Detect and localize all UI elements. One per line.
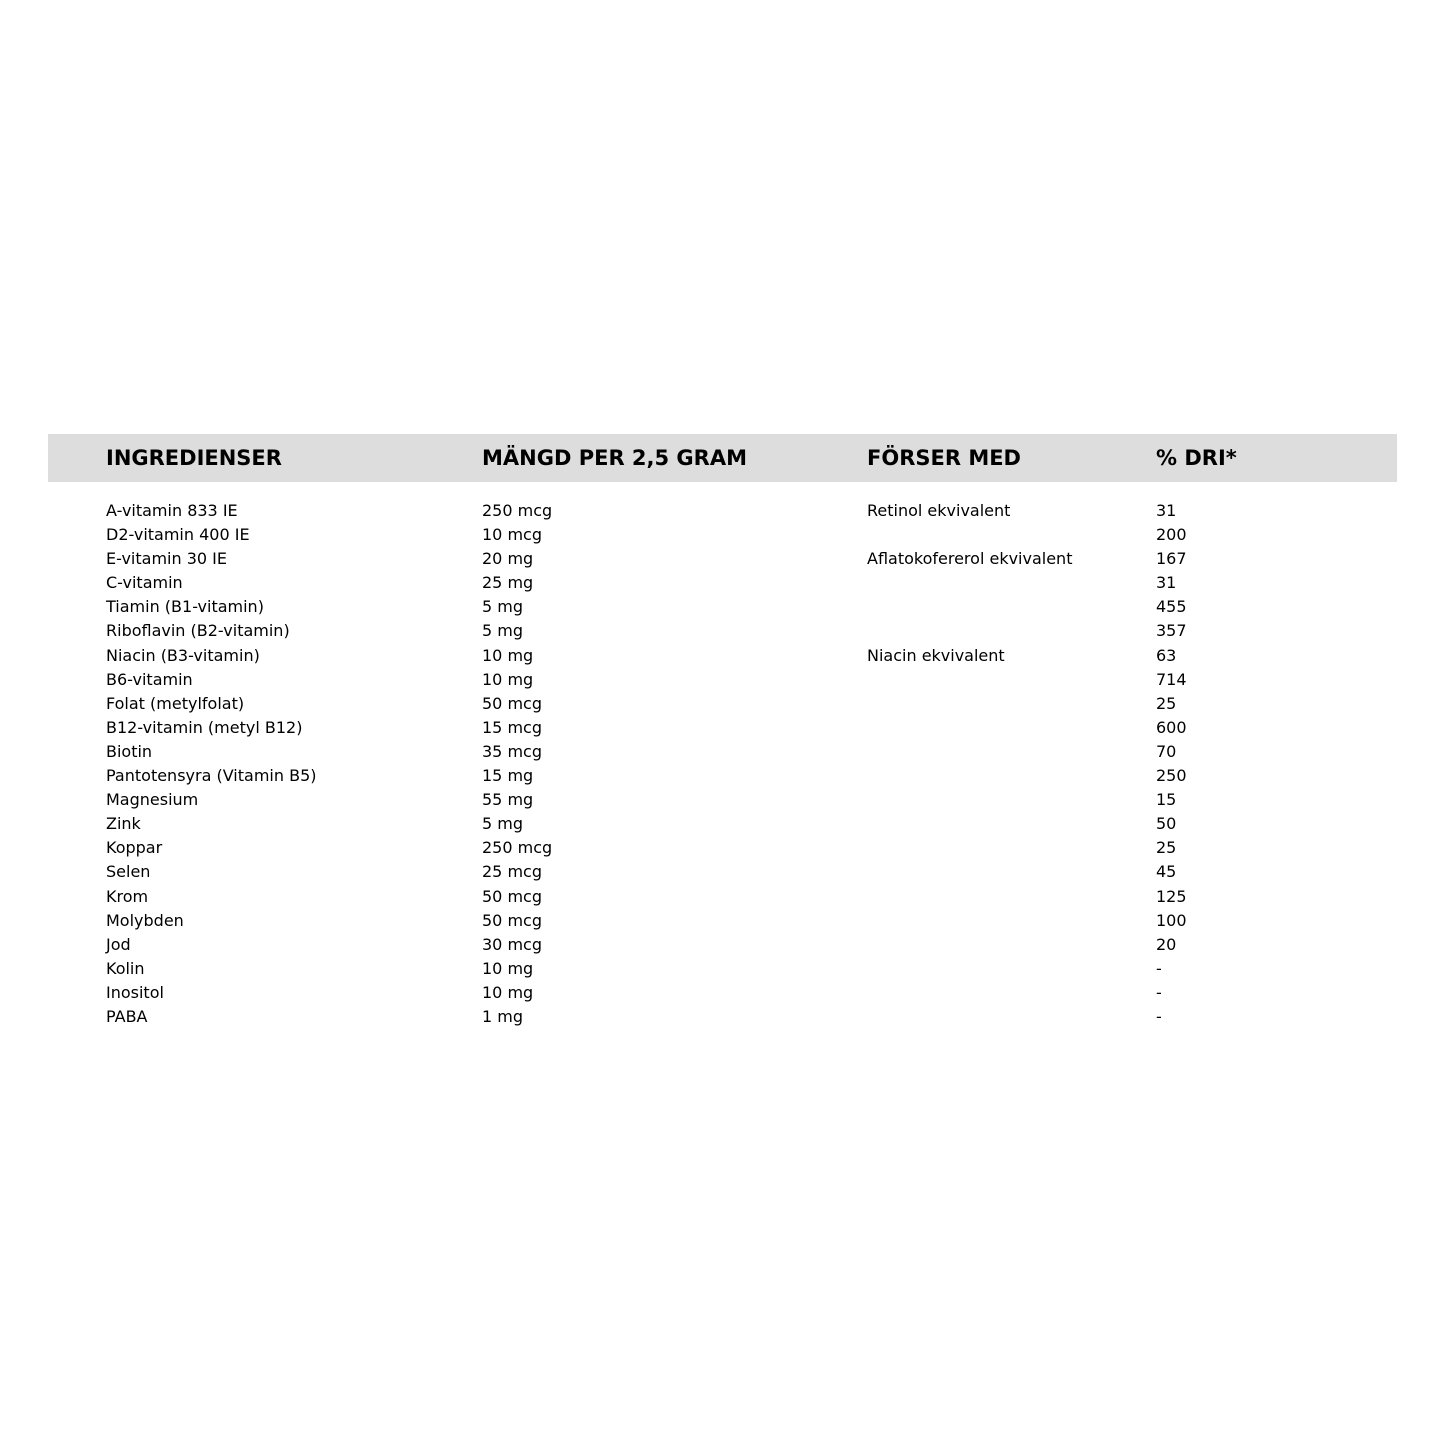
table-row bbox=[0, 619, 1445, 643]
ingredient-cell: Molybden bbox=[106, 910, 184, 930]
amount-cell: 50 mcg bbox=[482, 886, 542, 906]
amount-cell: 50 mcg bbox=[482, 693, 542, 713]
table-row bbox=[0, 788, 1445, 812]
table-row bbox=[0, 595, 1445, 619]
amount-cell: 5 mg bbox=[482, 814, 524, 834]
table-row bbox=[0, 523, 1445, 547]
amount-cell: 10 mg bbox=[482, 669, 534, 689]
ingredient-cell: Magnesium bbox=[106, 790, 199, 810]
ingredient-cell: Pantotensyra (Vitamin B5) bbox=[106, 766, 317, 786]
header-ingredients: INGREDIENSER bbox=[106, 446, 282, 470]
amount-cell: 5 mg bbox=[482, 621, 524, 641]
amount-cell: 10 mcg bbox=[482, 525, 542, 545]
amount-cell: 10 mg bbox=[482, 982, 534, 1002]
dri-cell: 455 bbox=[1156, 597, 1187, 617]
provides-cell: Aflatokofererol ekvivalent bbox=[867, 549, 1073, 569]
table-row bbox=[0, 957, 1445, 981]
dri-cell: 167 bbox=[1156, 549, 1187, 569]
dri-cell: 600 bbox=[1156, 717, 1187, 737]
amount-cell: 10 mg bbox=[482, 958, 534, 978]
amount-cell: 30 mcg bbox=[482, 934, 542, 954]
dri-cell: - bbox=[1156, 958, 1162, 978]
table-row bbox=[0, 571, 1445, 595]
table-row bbox=[0, 885, 1445, 909]
ingredient-cell: Tiamin (B1-vitamin) bbox=[106, 597, 264, 617]
amount-cell: 10 mg bbox=[482, 645, 534, 665]
dri-cell: 45 bbox=[1156, 862, 1177, 882]
dri-cell: 125 bbox=[1156, 886, 1187, 906]
amount-cell: 15 mcg bbox=[482, 717, 542, 737]
ingredient-cell: A-vitamin 833 IE bbox=[106, 501, 238, 520]
dri-cell: 25 bbox=[1156, 838, 1177, 858]
header-provides: FÖRSER MED bbox=[867, 446, 1021, 470]
table-row bbox=[0, 860, 1445, 884]
table-row bbox=[0, 692, 1445, 716]
dri-cell: 20 bbox=[1156, 934, 1177, 954]
ingredient-cell: PABA bbox=[106, 1006, 148, 1026]
amount-cell: 20 mg bbox=[482, 549, 534, 569]
dri-cell: 100 bbox=[1156, 910, 1187, 930]
ingredient-cell: Biotin bbox=[106, 741, 153, 761]
table-row bbox=[0, 812, 1445, 836]
table-row bbox=[0, 981, 1445, 1005]
table-row bbox=[0, 909, 1445, 933]
ingredient-cell: Zink bbox=[106, 814, 141, 834]
table-row bbox=[0, 499, 1445, 523]
amount-cell: 25 mcg bbox=[482, 862, 542, 882]
dri-cell: 200 bbox=[1156, 525, 1187, 545]
dri-cell: 70 bbox=[1156, 741, 1177, 761]
dri-cell: 50 bbox=[1156, 814, 1177, 834]
ingredient-cell: B12-vitamin (metyl B12) bbox=[106, 717, 303, 737]
amount-cell: 250 mcg bbox=[482, 501, 553, 520]
dri-cell: 31 bbox=[1156, 573, 1177, 593]
amount-cell: 1 mg bbox=[482, 1006, 524, 1026]
dri-cell: 250 bbox=[1156, 766, 1187, 786]
table-row bbox=[0, 836, 1445, 860]
provides-cell: Retinol ekvivalent bbox=[867, 501, 1011, 520]
amount-cell: 250 mcg bbox=[482, 838, 553, 858]
dri-cell: 31 bbox=[1156, 501, 1177, 520]
ingredient-cell: Niacin (B3-vitamin) bbox=[106, 645, 260, 665]
ingredient-cell: Koppar bbox=[106, 838, 163, 858]
header-amount: MÄNGD PER 2,5 GRAM bbox=[482, 446, 747, 470]
table-row bbox=[0, 740, 1445, 764]
dri-cell: 63 bbox=[1156, 645, 1177, 665]
amount-cell: 25 mg bbox=[482, 573, 534, 593]
dri-cell: 357 bbox=[1156, 621, 1187, 641]
amount-cell: 35 mcg bbox=[482, 741, 542, 761]
dri-cell: - bbox=[1156, 1006, 1162, 1026]
amount-cell: 15 mg bbox=[482, 766, 534, 786]
header-dri: % DRI* bbox=[1156, 446, 1237, 470]
table-row bbox=[0, 547, 1445, 571]
ingredient-cell: Krom bbox=[106, 886, 149, 906]
table-header bbox=[48, 434, 1397, 482]
table-row bbox=[0, 668, 1445, 692]
amount-cell: 5 mg bbox=[482, 597, 524, 617]
ingredient-cell: Inositol bbox=[106, 982, 164, 1002]
ingredient-cell: Riboflavin (B2-vitamin) bbox=[106, 621, 290, 641]
table-row bbox=[0, 933, 1445, 957]
ingredient-cell: C-vitamin bbox=[106, 573, 183, 593]
ingredient-cell: Kolin bbox=[106, 958, 145, 978]
table-row bbox=[0, 1005, 1445, 1029]
provides-cell: Niacin ekvivalent bbox=[867, 645, 1005, 665]
ingredient-cell: D2-vitamin 400 IE bbox=[106, 525, 250, 545]
dri-cell: 714 bbox=[1156, 669, 1187, 689]
table-row bbox=[0, 764, 1445, 788]
dri-cell: 25 bbox=[1156, 693, 1177, 713]
ingredient-cell: E-vitamin 30 IE bbox=[106, 549, 227, 569]
dri-cell: - bbox=[1156, 982, 1162, 1002]
amount-cell: 55 mg bbox=[482, 790, 534, 810]
amount-cell: 50 mcg bbox=[482, 910, 542, 930]
ingredient-cell: Folat (metylfolat) bbox=[106, 693, 245, 713]
ingredient-cell: Selen bbox=[106, 862, 151, 882]
table-body bbox=[0, 499, 1445, 1029]
ingredient-cell: Jod bbox=[106, 934, 131, 954]
table-row bbox=[0, 716, 1445, 740]
ingredient-cell: B6-vitamin bbox=[106, 669, 193, 689]
dri-cell: 15 bbox=[1156, 790, 1177, 810]
table-row bbox=[0, 644, 1445, 668]
